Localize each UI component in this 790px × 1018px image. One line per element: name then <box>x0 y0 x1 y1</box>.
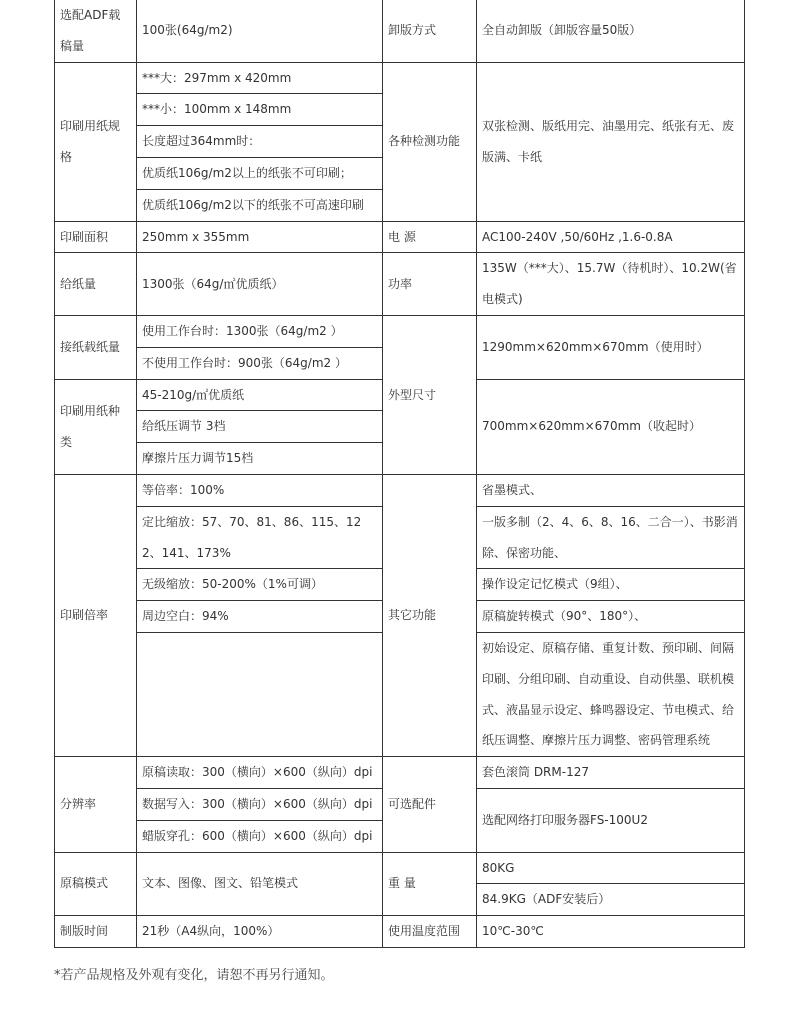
weight-label: 重 量 <box>383 852 477 916</box>
table-row <box>55 253 745 316</box>
adf-value: 100张(64g/m2) <box>137 0 383 62</box>
paper-type-label: 印刷用纸种类 <box>55 379 137 474</box>
resolution-value: 蜡版穿孔：600（横向）×600（纵向）dpi <box>137 820 383 852</box>
table-row <box>55 757 745 789</box>
dims-value-in-use: 1290mm×620mm×670mm（使用时） <box>477 315 745 379</box>
ratio-value: 定比缩放：57、70、81、86、115、122、141、173% <box>137 506 383 569</box>
print-area-value: 250mm x 355mm <box>137 221 383 253</box>
table-row <box>55 916 745 948</box>
wattage-label: 功率 <box>383 253 477 316</box>
ratio-value: 等倍率：100% <box>137 474 383 506</box>
paper-size-value: 优质纸106g/m2以下的纸张不可高速印刷 <box>137 189 383 221</box>
other-value: 原稿旋转模式（90°、180°）、 <box>477 601 745 633</box>
ratio-value: 周边空白：94% <box>137 601 383 633</box>
table-row <box>55 474 745 506</box>
ratio-empty-cell <box>137 632 383 756</box>
receive-label: 接纸载纸量 <box>55 315 137 379</box>
wattage-value: 135W（***大）、15.7W（待机时）、10.2W(省电模式) <box>477 253 745 316</box>
resolution-label: 分辨率 <box>55 757 137 852</box>
power-value: AC100-240V ,50/60Hz ,1.6-0.8A <box>477 221 745 253</box>
print-area-label: 印刷面积 <box>55 221 137 253</box>
options-value: 选配网络打印服务器FS-100U2 <box>477 788 745 852</box>
detect-value: 双张检测、版纸用完、油墨用完、纸张有无、废版满、卡纸 <box>477 62 745 221</box>
other-value: 省墨模式、 <box>477 474 745 506</box>
other-value: 一版多制（2、4、6、8、16、二合一）、书影消除、保密功能、 <box>477 506 745 569</box>
resolution-value: 数据写入：300（横向）×600（纵向）dpi <box>137 788 383 820</box>
ratio-value: 无级缩放：50-200%（1%可调） <box>137 569 383 601</box>
discharge-label: 卸版方式 <box>383 0 477 62</box>
table-row <box>55 315 745 347</box>
paper-size-value: ***小：100mm x 148mm <box>137 94 383 126</box>
table-row <box>55 0 745 62</box>
temp-value: 10℃-30℃ <box>477 916 745 948</box>
table-row <box>55 221 745 253</box>
detect-label: 各种检测功能 <box>383 62 477 221</box>
power-label: 电 源 <box>383 221 477 253</box>
platemaking-value: 21秒（A4纵向，100%） <box>137 916 383 948</box>
other-label: 其它功能 <box>383 474 477 756</box>
options-label: 可选配件 <box>383 757 477 852</box>
adf-label: 选配ADF载稿量 <box>55 0 137 62</box>
other-value: 初始设定、原稿存储、重复计数、预印刷、间隔印刷、分组印刷、自动重设、自动供墨、联机模式、液晶显示设定、蜂鸣器设定、节电模式、给纸压调整、摩擦片压力调整、密码管理系统 <box>477 632 745 756</box>
footnote: *若产品规格及外观有变化，请恕不再另行通知。 <box>54 968 334 983</box>
paper-size-value: 长度超过364mm时： <box>137 126 383 158</box>
spec-table <box>54 0 745 948</box>
feed-value: 1300张（64g/㎡优质纸） <box>137 253 383 316</box>
other-value: 操作设定记忆模式（9组）、 <box>477 569 745 601</box>
mode-value: 文本、图像、图文、铅笔模式 <box>137 852 383 916</box>
paper-size-value: ***大：297mm x 420mm <box>137 62 383 94</box>
options-value: 套色滚筒 DRM-127 <box>477 757 745 789</box>
feed-label: 给纸量 <box>55 253 137 316</box>
paper-size-value: 优质纸106g/m2以上的纸张不可印刷； <box>137 157 383 189</box>
paper-type-value: 给纸压调节 3档 <box>137 411 383 443</box>
table-row <box>55 852 745 884</box>
dims-label: 外型尺寸 <box>383 315 477 474</box>
receive-value: 使用工作台时：1300张（64g/m2 ） <box>137 315 383 347</box>
ratio-label: 印刷倍率 <box>55 474 137 756</box>
weight-value: 84.9KG（ADF安装后） <box>477 884 745 916</box>
dims-value-stored: 700mm×620mm×670mm（收起时） <box>477 379 745 474</box>
paper-type-value: 45-210g/㎡优质纸 <box>137 379 383 411</box>
resolution-value: 原稿读取：300（横向）×600（纵向）dpi <box>137 757 383 789</box>
discharge-value: 全自动卸版（卸版容量50版） <box>477 0 745 62</box>
paper-size-label: 印刷用纸规格 <box>55 62 137 221</box>
weight-value: 80KG <box>477 852 745 884</box>
receive-value: 不使用工作台时：900张（64g/m2 ） <box>137 347 383 379</box>
temp-label: 使用温度范围 <box>383 916 477 948</box>
mode-label: 原稿模式 <box>55 852 137 916</box>
table-row <box>55 62 745 94</box>
platemaking-label: 制版时间 <box>55 916 137 948</box>
paper-type-value: 摩擦片压力调节15档 <box>137 443 383 475</box>
